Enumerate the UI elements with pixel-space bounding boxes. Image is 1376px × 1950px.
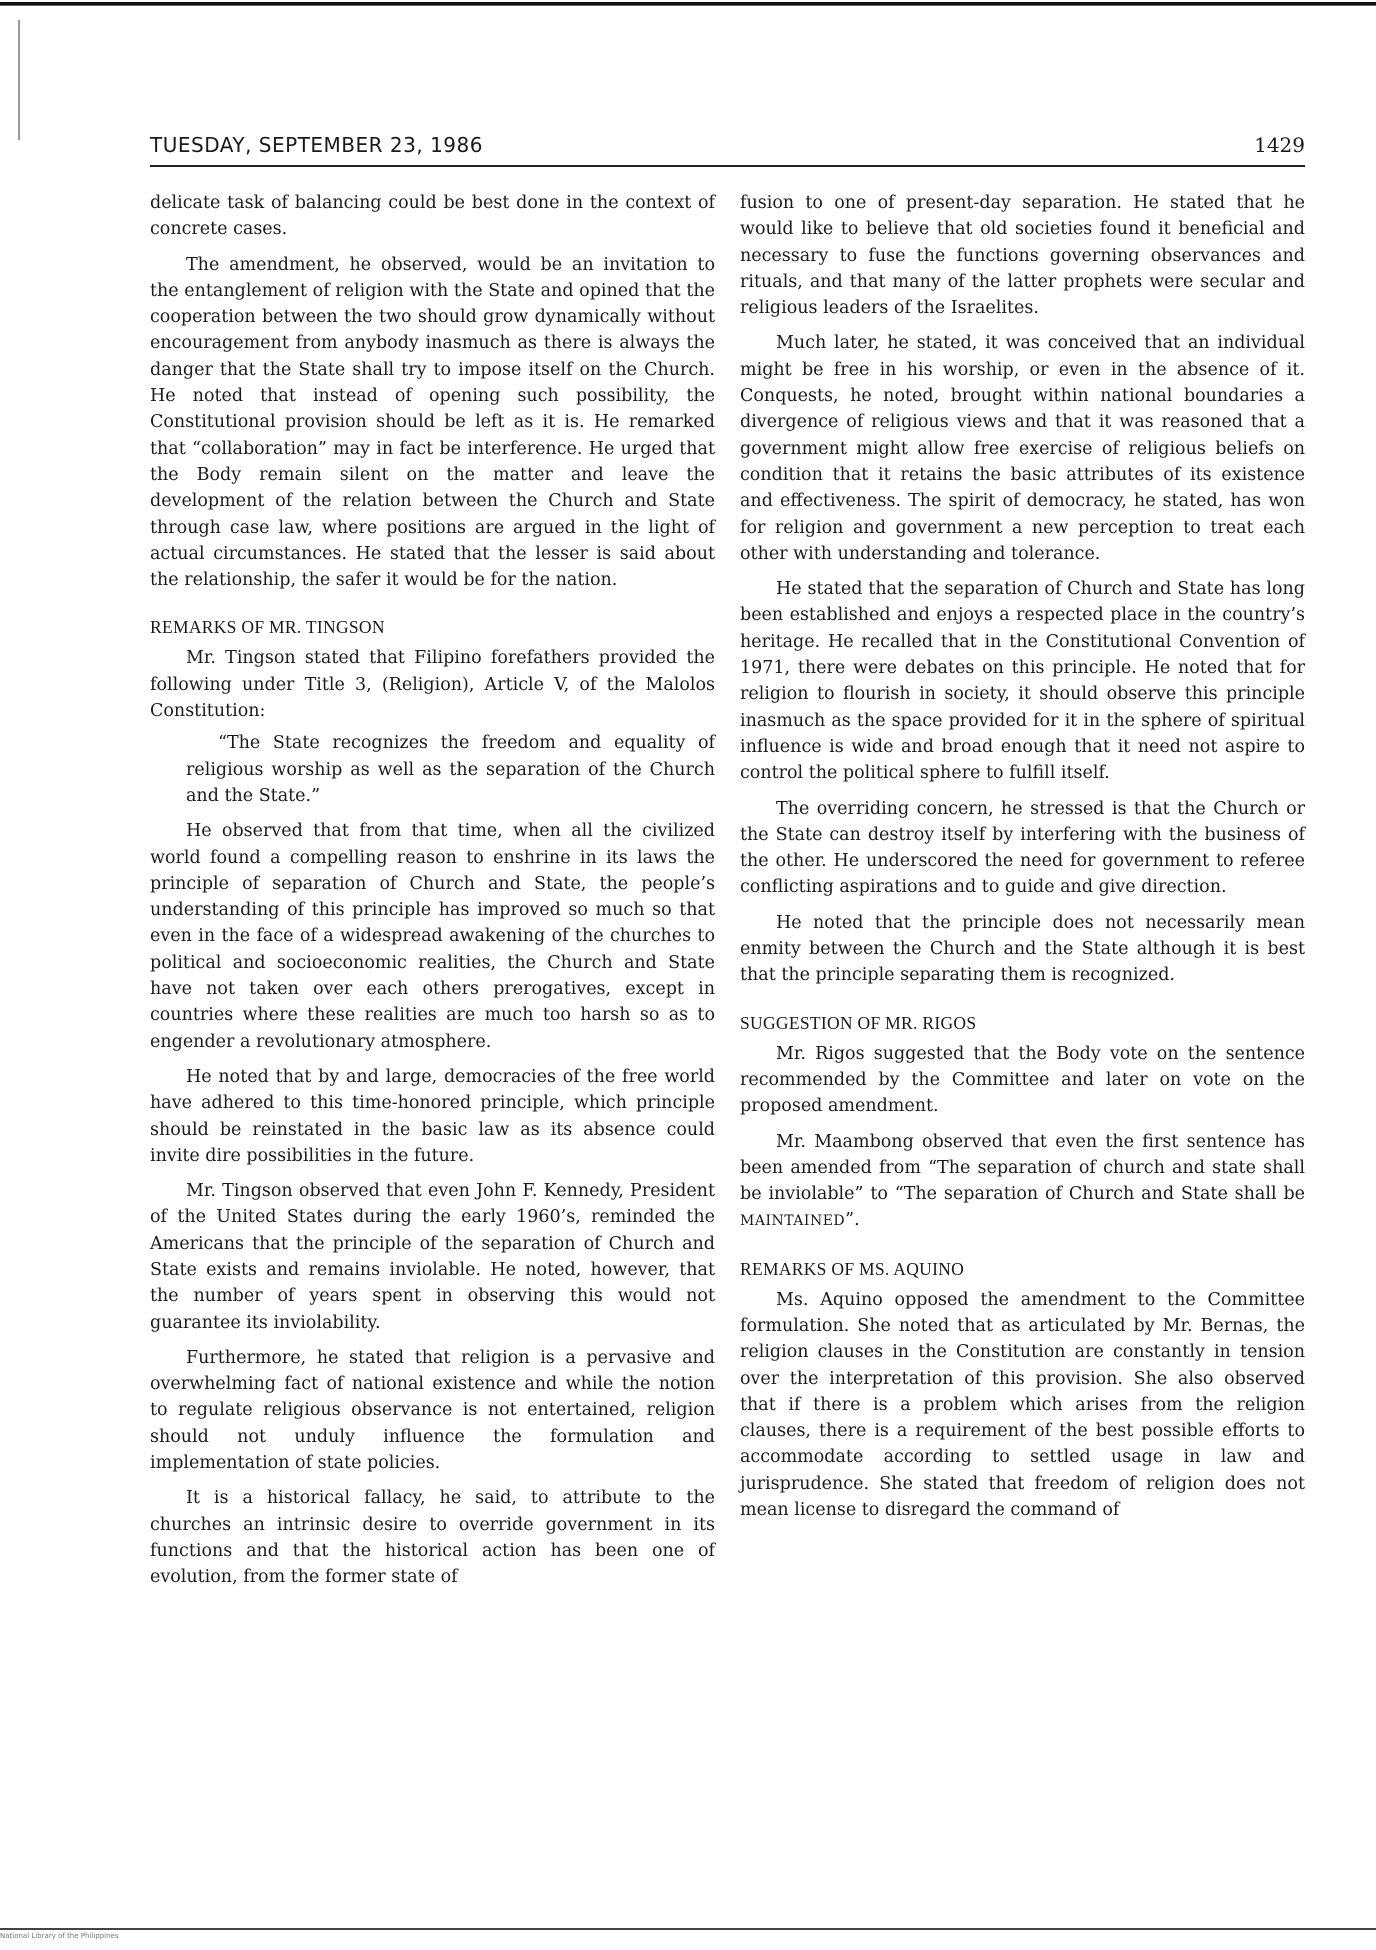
footer-rule	[0, 1928, 1376, 1930]
paragraph: delicate task of balancing could be best done in the context of concrete cases.	[150, 193, 715, 240]
header-date: TUESDAY, SEPTEMBER 23, 1986	[150, 133, 483, 157]
paragraph: The amendment, he observed, would be an invitation to the entanglement of religion with the State and opined that the cooperation between the two should grow dynamically without encouragement from anybody inasmuch as there is always the danger that the State shall try to impose itself on the Church. He noted that instead of opening such possibility, the Constitutional provision should be left as it is. He remarked that “collaboration” may in fact be interference. He urged that the Body remain silent on the matter and leave the development of the relation between the Church and State through case law, where positions are argued in the light of actual circumstances. He stated that the lesser is said about the relationship, the safer it would be for the nation.	[150, 254, 715, 591]
top-border-rule	[0, 0, 1376, 10]
paragraph: Mr. Tingson observed that even John F. Kennedy, President of the United States during the early 1960’s, reminded the Americans that the principle of the separation of Church and State exists and remains inviolable. He noted, however, that the number of years spent in observing this would not guarantee its inviolability.	[150, 1181, 715, 1333]
paragraph: The overriding concern, he stressed is that the Church or the State can destroy itself by interfering with the business of the other. He underscored the need for government to referee conflicting aspirations and to guide and give direction.	[740, 798, 1305, 898]
paragraph: Ms. Aquino opposed the amendment to the Committee formulation. She noted that as articulated by Mr. Bernas, the religion clauses in the Constitution are constantly in tension over the interpretation of this provision. She also observed that if there is a problem which arises from the religion clauses, there is a requirement of the best possible efforts to accommodate according to settled usage in law and jurisprudence. She stated that freedom of religion does not mean license to disregard the command of	[740, 1289, 1305, 1521]
footer-source-text: National Library of the Philippines	[0, 1932, 119, 1940]
paragraph: Mr. Rigos suggested that the Body vote on the sentence recommended by the Committee and later on vote on the proposed amendment.	[740, 1043, 1305, 1117]
paragraph: He observed that from that time, when all the civilized world found a compelling reason to enshrine in its laws the principle of separation of Church and State, the people’s understanding of this principle has improved so much so that even in the face of a widespread awakening of the churches to political and socioeconomic realities, the Church and State have not taken over each others prerogatives, except in countries where these realities are much too harsh so as to engender a revolutionary atmosphere.	[150, 821, 715, 1052]
paragraph: Furthermore, he stated that religion is a pervasive and overwhelming fact of national existence and while the notion to regulate religious observance is not entertained, religion should not unduly influence the formulation and implementation of state policies.	[150, 1347, 715, 1474]
paragraph: He noted that by and large, democracies of the free world have adhered to this time-honored principle, which principle should be reinstated in the basic law as its absence could invite dire possibilities in the future.	[150, 1066, 715, 1166]
paragraph-text: Mr. Maambong observed that even the first sentence has been amended from “The separation of church and state shall be inviolable” to “The separation of Church and State shall be	[740, 1131, 1305, 1205]
paragraph: He stated that the separation of Church and State has long been established and enjoys a respected place in the country’s heritage. He recalled that in the Constitutional Convention of 1971, there were debates on this principle. He noted that for religion to flourish in society, it should observe this principle inasmuch as the space provided for it in the sphere of spiritual influence is wide and broad enough that it need not aspire to control the political sphere to fulfill itself.	[740, 579, 1305, 784]
paragraph: Much later, he stated, it was conceived that an individual might be free in his worship, or even in the absence of it. Conquests, he noted, brought within national boundaries a divergence of religious views and that it was reasoned that a government might allow free exercise of religious beliefs on condition that it retains the basic attributes of its existence and effectiveness. The spirit of democracy, he stated, has won for religion and government a new perception to treat each other with understanding and tolerance.	[740, 333, 1305, 564]
paragraph-text: ”.	[845, 1210, 860, 1231]
small-caps-text: MAINTAINED	[740, 1213, 846, 1230]
section-heading-aquino: REMARKS OF MS. AQUINO	[740, 1258, 965, 1279]
header-rule	[150, 165, 1305, 167]
paragraph: Mr. Tingson stated that Filipino forefathers provided the following under Title 3, (Religion), Article V, of the Malolos Constitution:	[150, 648, 715, 722]
block-quote: “The State recognizes the freedom and equality of religious worship as well as the separation of the Church and the State.”	[186, 733, 715, 806]
paragraph: It is a historical fallacy, he said, to attribute to the churches an intrinsic desire to override government in its functions and that the historical action has been one of evolution, from the former state of	[150, 1488, 715, 1588]
left-column	[150, 190, 715, 1591]
margin-scan-mark	[18, 20, 20, 140]
section-heading-rigos: SUGGESTION OF MR. RIGOS	[740, 1012, 977, 1033]
paragraph	[740, 1129, 1305, 1235]
section-heading-tingson: REMARKS OF MR. TINGSON	[150, 617, 385, 638]
page-number: 1429	[1254, 133, 1305, 157]
paragraph: fusion to one of present-day separation. He stated that he would like to believe that old societies found it beneficial and necessary to fuse the functions governing observances and rituals, and that many of the latter prophets were secular and religious leaders of the Israelites.	[740, 193, 1305, 319]
right-column	[740, 190, 1305, 1523]
page-header	[150, 133, 1305, 163]
paragraph: He noted that the principle does not necessarily mean enmity between the Church and the State although it is best that the principle separating them is recognized.	[740, 912, 1305, 986]
